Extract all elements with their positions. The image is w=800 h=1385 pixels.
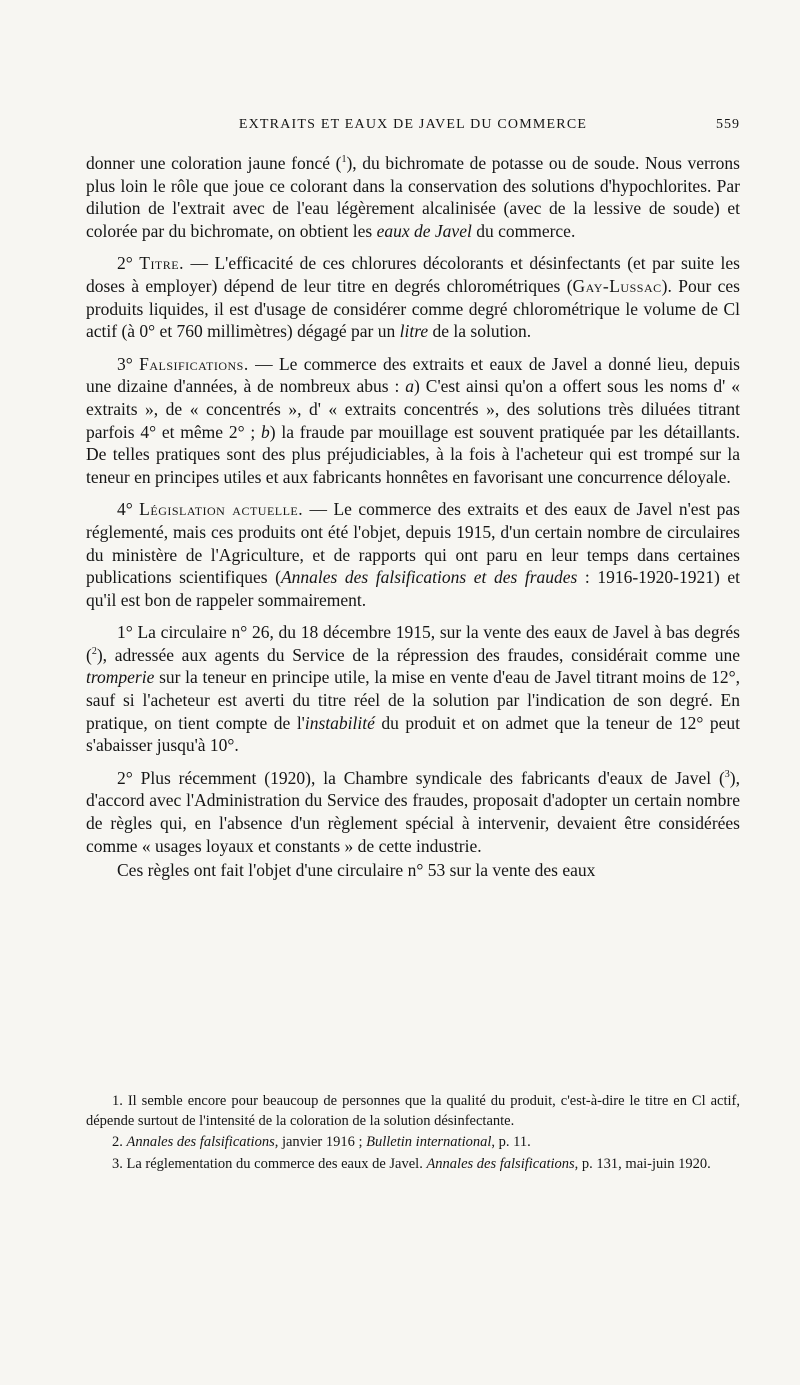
footnote-1: 1. Il semble encore pour beaucoup de personnes que la qualité du produit, c'est-à-dire le titre en Cl actif, dépende surtout de l'intensité de la coloration de la solution désinfectante. <box>86 1093 740 1129</box>
section-heading-legislation: Législation actuelle. <box>139 499 304 520</box>
section-heading-titre: Titre. <box>139 253 184 274</box>
paragraph-legislation: 4° Législation actuelle. — Le commerce des extraits et des eaux de Javel n'est pas réglementé, mais ces produits ont été l'objet, depuis 1915, d'un certain nombre de circulaires du ministère de l'Agriculture, et de rapports qui ont paru en leur temps dans certaines publications scientifiques (Annales des falsifications et des fraudes : 1916-1920-1921) et qu'il est bon de rappeler sommairement. <box>86 499 740 610</box>
paragraph-circulaire-26: 1° La circulaire n° 26, du 18 décembre 1915, sur la vente des eaux de Javel à bas degrés ($^2$), adressée aux agents du Service de la répression des fraudes, considérait comme une tromperie sur la teneur en principe utile, la mise en vente d'eau de Javel titrant moins de 12°, sauf si l'acheteur est averti du titre réel de la solution par l'indication de son degré. En pratique, on tient compte de l'instabilité du produit et on admet que la teneur de 12° peut s'abaisser jusqu'à 10°. <box>86 622 740 756</box>
paragraph-chambre-syndicale: 2° Plus récemment (1920), la Chambre syndicale des fabricants d'eaux de Javel ($^3$), d'accord avec l'Administration du Service des fraudes, proposait d'adopter un certain nombre de règles qui, en l'absence d'un règlement spécial à intervenir, devaient être considérées comme « usages loyaux et constants » de cette industrie. <box>86 767 740 856</box>
section-heading-falsifications: Falsifications. <box>139 353 249 374</box>
paragraph-titre: 2° Titre. — L'efficacité de ces chlorures décolorants et désinfectants (et par suite les doses à employer) dépend de leur titre en degrés chlorométriques (Gay-Lussac). Pour ces produits liquides, il est d'usage de considérer comme degré chlorométrique le volume de Cl actif (à 0° et 760 millimètres) dégagé par un litre de la solution. <box>86 253 740 342</box>
footnote-ref-2: 2 <box>91 646 97 658</box>
running-title: EXTRAITS ET EAUX DE JAVEL DU COMMERCE <box>238 117 588 132</box>
footnote-ref-3: 3 <box>724 769 730 781</box>
paragraph-falsifications: 3° Falsifications. — Le commerce des extraits et eaux de Javel a donné lieu, depuis une dizaine d'années, à de nombreux abus : a) C'est ainsi qu'on a offert sous les noms d' « extraits », de « concentrés », d' « extraits concentrés », des solutions très diluées titrant parfois 4° et même 2° ; b) la fraude par mouillage est souvent pratiquée par les détaillants. De telles pratiques sont des plus préjudiciables, à la fois à l'acheteur qui est trompé sur la teneur en principes utiles et aux fabricants honnêtes en favorisant une concurrence déloyale. <box>86 353 740 487</box>
footnote-2: 2. Annales des falsifications, janvier 1916 ; Bulletin international, p. 11. <box>112 1134 531 1150</box>
footnotes <box>86 1092 740 1176</box>
footnote-3: 3. La réglementation du commerce des eaux de Javel. Annales des falsifications, p. 131, mai-juin 1920. <box>112 1155 711 1172</box>
page-header <box>86 117 740 141</box>
body-text <box>86 152 740 882</box>
paragraph-coloration: donner une coloration jaune foncé ($^1$), du bichromate de potasse ou de soude. Nous verrons plus loin le rôle que joue ce colorant dans la conservation des solutions d'hypochlorites. Par dilution de l'extrait avec de l'eau légèrement alcalinisée (avec de la lessive de soude) et colorée par du bichromate, on obtient les eaux de Javel du commerce. <box>86 153 740 241</box>
page-number: 559 <box>716 117 740 132</box>
paragraph-circulaire-53: Ces règles ont fait l'objet d'une circulaire n° 53 sur la vente des eaux <box>117 860 596 881</box>
footnote-ref-1: 1 <box>341 154 347 166</box>
